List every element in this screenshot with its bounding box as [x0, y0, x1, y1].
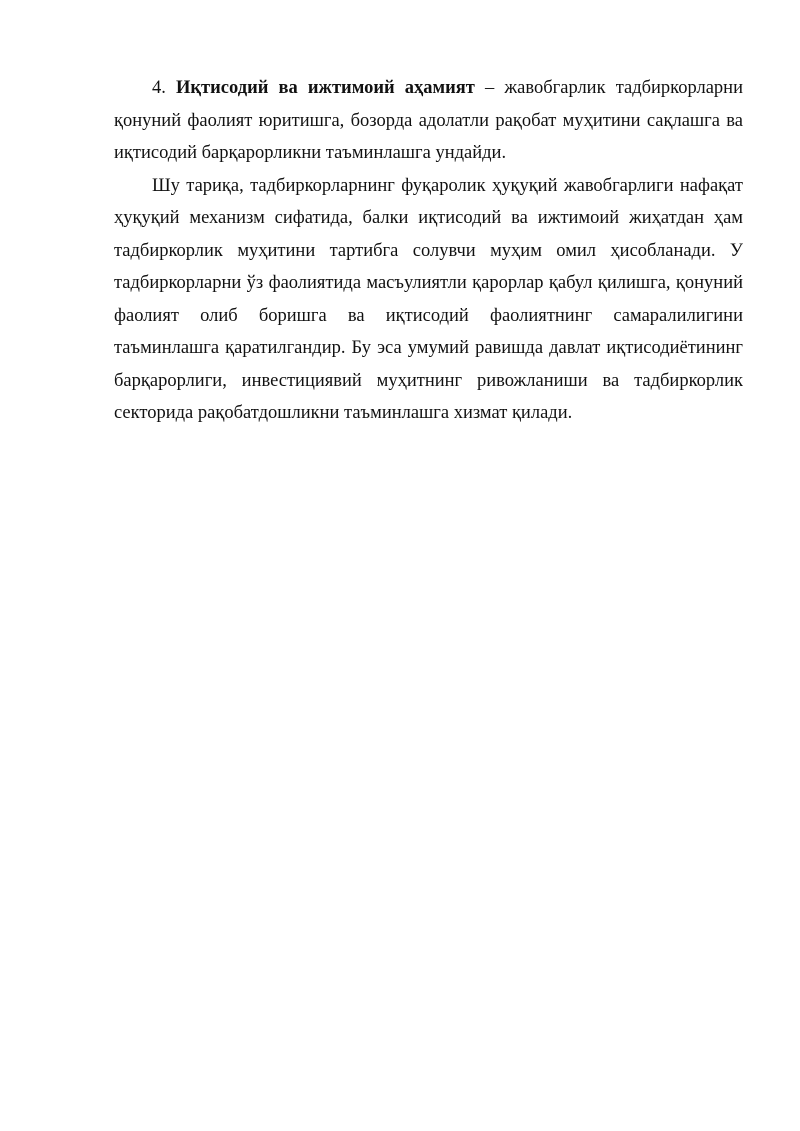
paragraph-body: Шу тариқа, тадбиркорларнинг фуқаролик ҳуқуқий жавобгарлиги нафақат ҳуқуқий механизм сифатида, балки иқтисодий ва ижтимоий жиҳатдан ҳам тадбиркорлик муҳитини тартибга солувчи муҳим омил ҳисобланади. У тадбиркорларни ўз фаолиятида масъулиятли қарорлар қабул қилишга, қонуний фаолият олиб боришга ва иқтисодий фаолиятнинг самаралилигини таъминлашга қаратилгандир. Бу эса умумий равишда давлат иқтисодиётининг барқарорлиги, инвестициявий муҳитнинг ривожланиши ва тадбиркорлик секторида рақобатдошликни таъминлашга хизмат қилади.	[114, 175, 743, 423]
list-item-number: 4.	[152, 78, 166, 98]
paragraph-conclusion	[114, 170, 743, 430]
document-text	[114, 72, 743, 430]
paragraph-heading: Иқтисодий ва ижтимоий аҳамият	[176, 78, 475, 98]
paragraph-economic-social-importance	[114, 72, 743, 170]
paragraph-body: – жавобгарлик тадбиркорларни қонуний фаолият юритишга, бозорда адолатли рақобат муҳитини сақлашга ва иқтисодий барқарорликни таъминлашга ундайди.	[114, 78, 743, 163]
